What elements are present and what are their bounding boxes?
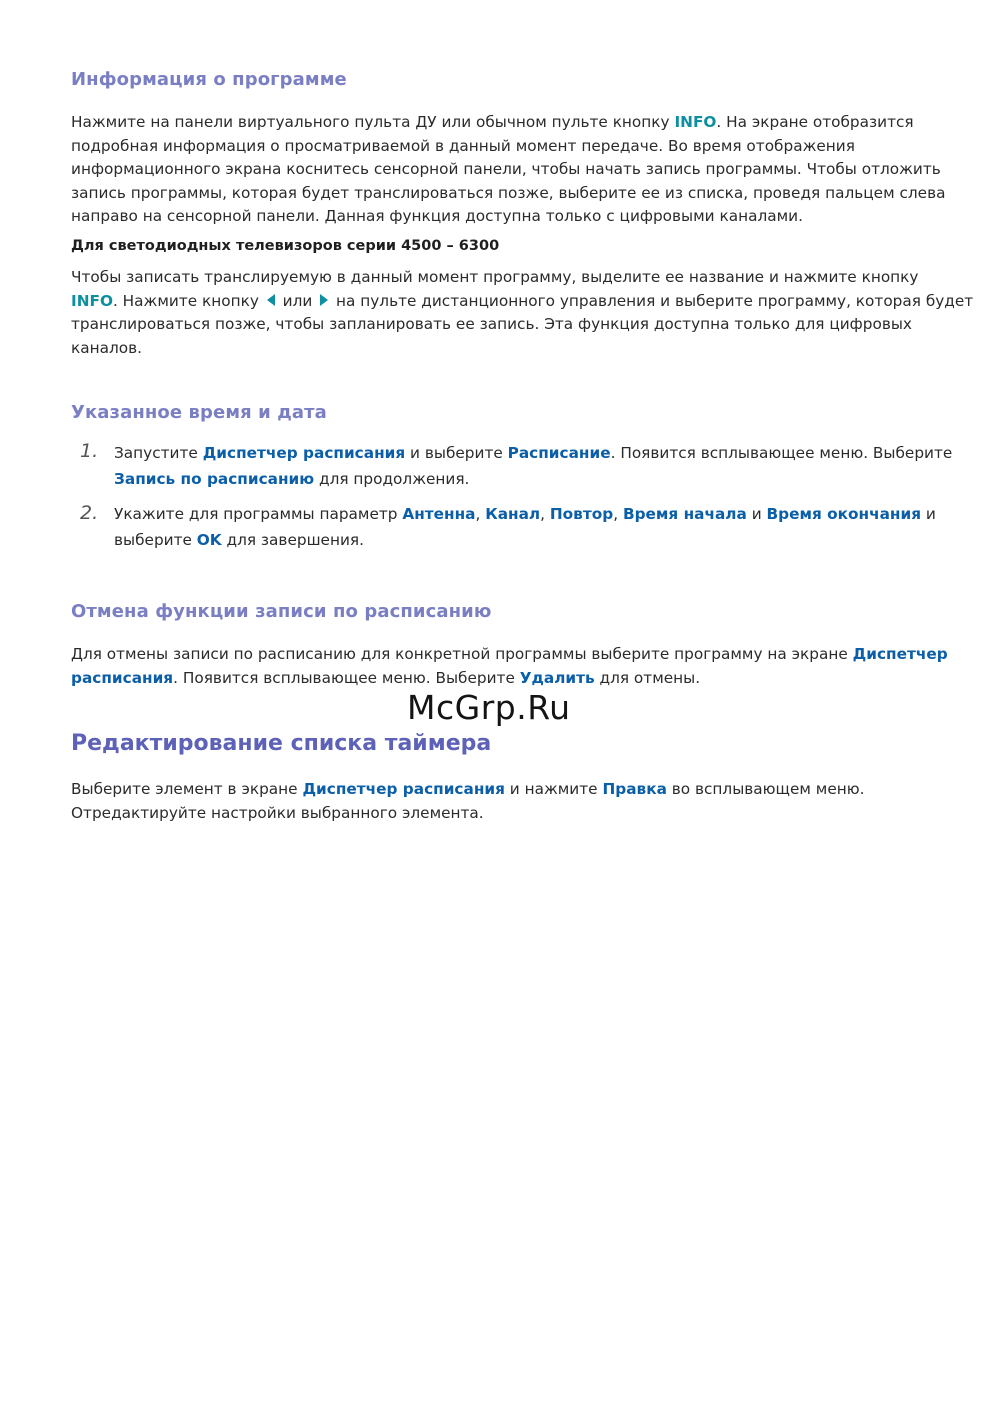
paragraph-edit-timer-list: [71, 778, 931, 825]
text-line: [71, 667, 931, 691]
text-fragment: Запустите: [114, 444, 203, 462]
text-fragment: для продолжения.: [314, 470, 470, 488]
text-fragment: . Нажмите кнопку: [112, 291, 264, 310]
text-fragment: для отмены.: [594, 668, 701, 687]
paragraph-led-recording: [71, 266, 974, 360]
schedule-manager-label: расписания: [71, 668, 174, 687]
right-arrow-icon: [320, 294, 328, 306]
scheduled-recording-label: Запись по расписанию: [114, 470, 315, 488]
text-line: Отредактируйте настройки выбранного элемента.: [71, 803, 484, 822]
text-line: [114, 527, 934, 553]
info-key-label: INFO: [674, 113, 717, 131]
left-arrow-icon: [267, 294, 275, 306]
end-time-label: Время окончания: [766, 505, 922, 523]
text-fragment: Нажмите на панели виртуального пульта ДУ или обычном пульте кнопку: [71, 113, 675, 131]
led-tv-series-note: Для светодиодных телевизоров серии 4500 – 6300: [71, 238, 500, 254]
delete-label: Удалить: [519, 668, 595, 687]
repeat-label: Повтор: [549, 505, 614, 523]
schedule-manager-label: Диспетчер расписания: [202, 444, 406, 462]
text-fragment: Укажите для программы параметр: [114, 505, 403, 523]
text-line: [114, 501, 934, 527]
text-fragment: или: [277, 291, 318, 310]
text-fragment: ,: [540, 505, 550, 523]
text-line: [71, 111, 931, 135]
section-heading-cancel-recording: Отмена функции записи по расписанию: [71, 601, 492, 622]
schedule-manager-label: Диспетчер расписания: [302, 780, 505, 798]
schedule-label: Расписание: [507, 444, 611, 462]
edit-label: Правка: [602, 780, 667, 798]
text-fragment: для завершения.: [221, 531, 364, 549]
schedule-manager-label: Диспетчер: [852, 645, 948, 663]
text-line: Чтобы записать транслируемую в данный момент программу, выделите ее название и нажмите кнопку: [71, 268, 919, 286]
text-line: [114, 440, 953, 466]
info-key-label: INFO: [71, 291, 113, 310]
antenna-label: Антенна: [402, 505, 476, 523]
list-number: 2.: [80, 502, 99, 524]
start-time-label: Время начала: [622, 505, 747, 523]
text-fragment: и выберите: [405, 444, 508, 462]
text-fragment: ,: [475, 505, 486, 523]
text-fragment: ,: [613, 505, 623, 523]
text-fragment: выберите: [114, 531, 197, 549]
text-line: [71, 778, 931, 802]
text-line: запись программы, которая будет транслироваться позже, выберите ее из списка, проведя пальцем слева: [71, 183, 946, 202]
watermark: McGrp.Ru: [407, 688, 571, 727]
text-line: каналов.: [71, 338, 143, 357]
text-fragment: и нажмите: [504, 780, 603, 798]
text-fragment: и: [746, 505, 767, 523]
text-line: [114, 466, 934, 492]
list-number: 1.: [80, 440, 99, 462]
paragraph-program-info: [71, 111, 946, 229]
main-heading-edit-timer-list: Редактирование списка таймера: [71, 731, 492, 756]
text-fragment: . На экране отобразится: [716, 113, 914, 131]
section-heading-time-date: Указанное время и дата: [71, 402, 327, 423]
text-fragment: во всплывающем меню.: [666, 780, 865, 798]
text-line: [71, 290, 974, 314]
text-fragment: Для отмены записи по расписанию для конкретной программы выберите программу на экране: [71, 645, 853, 663]
text-fragment: Выберите элемент в экране: [71, 780, 303, 798]
list-item-start-scheduler: [114, 440, 953, 492]
text-fragment: на пульте дистанционного управления и выберите программу, которая будет: [331, 291, 974, 310]
text-fragment: и: [921, 505, 936, 523]
paragraph-cancel-recording: [71, 643, 948, 690]
ok-label: OK: [196, 531, 222, 549]
text-fragment: . Появится всплывающее меню. Выберите: [610, 444, 953, 462]
text-line: информационного экрана коснитесь сенсорной панели, чтобы начать запись программы. Чтобы отложить: [71, 160, 941, 178]
text-line: транслироваться позже, чтобы запланировать ее запись. Эта функция доступна только для цифровых: [71, 315, 912, 333]
section-heading-program-info: Информация о программе: [71, 69, 347, 90]
text-line: [71, 643, 948, 667]
channel-label: Канал: [485, 505, 541, 523]
text-line: подробная информация о просматриваемой в данный момент передаче. Во время отображения: [71, 136, 855, 155]
text-fragment: . Появится всплывающее меню. Выберите: [173, 668, 520, 687]
list-item-set-parameters: [114, 501, 934, 553]
text-line: направо на сенсорной панели. Данная функция доступна только с цифровыми каналами.: [71, 207, 803, 225]
